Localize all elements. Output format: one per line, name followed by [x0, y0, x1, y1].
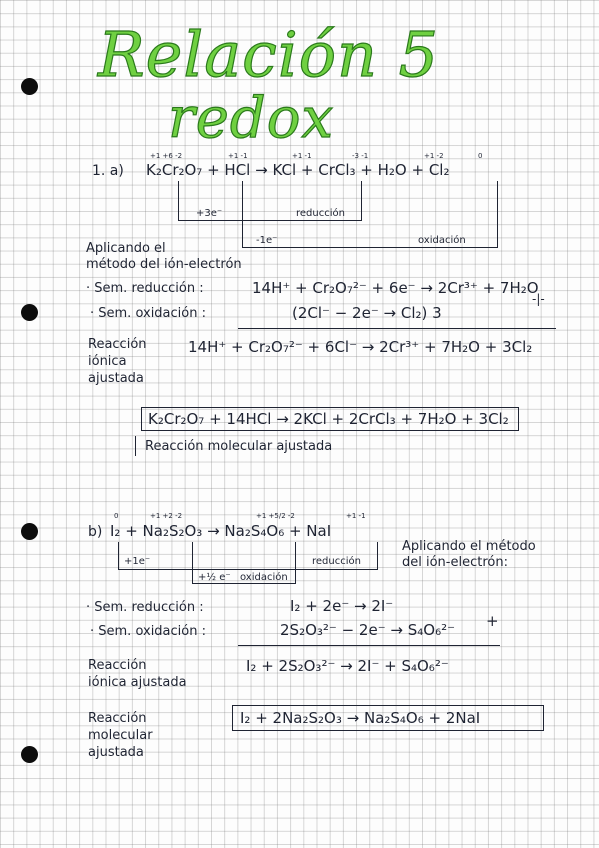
oxidation-numbers: +1 +5/2 -2 [256, 512, 295, 520]
ionic-reaction-label: Reacción [88, 337, 147, 352]
molecular-reaction-label: molecular [88, 728, 153, 743]
reaction-equation: K₂Cr₂O₇ + HCl → KCl + CrCl₃ + H₂O + Cl₂ [146, 161, 450, 179]
part-b-label: b) [88, 524, 103, 540]
semi-oxidation-equation: 2S₂O₃²⁻ − 2e⁻ → S₄O₆²⁻ [280, 621, 456, 639]
ionic-reaction-label: iónica [88, 354, 127, 369]
oxidation-numbers: +1 +6 -2 [150, 152, 183, 160]
sum-mark: -|- [532, 292, 545, 306]
molecular-equation: K₂Cr₂O₇ + 14HCl → 2KCl + 2CrCl₃ + 7H₂O + 3Cl₂ [148, 410, 509, 428]
oxidation-numbers: +1 -1 [292, 152, 312, 160]
oxidation-numbers: 0 [114, 512, 119, 520]
oxidation-numbers: +1 +2 -2 [150, 512, 183, 520]
bracket-line [295, 542, 296, 584]
part-a-label: 1. a) [92, 163, 124, 179]
molecular-reaction-label: Reacción [88, 711, 147, 726]
molecular-label: Reacción molecular ajustada [145, 439, 333, 454]
bracket-line [135, 436, 136, 456]
electron-gain: +3e⁻ [196, 208, 223, 219]
bracket-line [192, 583, 296, 584]
electron-loss: +½ e⁻ [198, 572, 231, 583]
semi-oxidation-label: · Sem. oxidación : [90, 306, 206, 321]
oxidation-numbers: -3 -1 [352, 152, 369, 160]
sum-line [238, 645, 500, 646]
title-line-2: redox [168, 86, 335, 151]
bracket-line [118, 569, 378, 570]
bracket-line [242, 247, 498, 248]
bracket-line [242, 181, 243, 248]
ionic-reaction-label: Reacción [88, 658, 147, 673]
molecular-equation: I₂ + 2Na₂S₂O₃ → Na₂S₄O₆ + 2NaI [240, 709, 481, 727]
binder-hole [21, 304, 38, 321]
electron-loss: -1e⁻ [256, 235, 278, 246]
ionic-reaction-label: iónica ajustada [88, 675, 187, 690]
semi-reduction-label: · Sem. reducción : [86, 281, 204, 296]
semi-oxidation-label: · Sem. oxidación : [90, 624, 206, 639]
sum-line [238, 328, 556, 329]
method-note: Aplicando el [86, 241, 166, 256]
bracket-line [361, 181, 362, 221]
bracket-line [497, 181, 498, 248]
bracket-line [178, 220, 362, 221]
oxidation-numbers: +1 -2 [424, 152, 444, 160]
molecular-reaction-label: ajustada [88, 745, 144, 760]
semi-reduction-equation: I₂ + 2e⁻ → 2I⁻ [290, 597, 394, 615]
bracket-line [118, 542, 119, 570]
ionic-equation: 14H⁺ + Cr₂O₇²⁻ + 6Cl⁻ → 2Cr³⁺ + 7H₂O + 3Cl₂ [188, 338, 533, 356]
bracket-line [178, 181, 179, 221]
binder-hole [21, 523, 38, 540]
binder-hole [21, 746, 38, 763]
semi-reduction-label: · Sem. reducción : [86, 600, 204, 615]
reduction-label: reducción [296, 208, 345, 219]
oxidation-label: oxidación [240, 572, 288, 583]
bracket-line [377, 542, 378, 570]
method-note: Aplicando el método [402, 539, 536, 554]
method-note: método del ión-electrón [86, 257, 242, 272]
oxidation-label: oxidación [418, 235, 466, 246]
sum-mark: + [486, 612, 499, 630]
bracket-line [192, 542, 193, 584]
ionic-reaction-label: ajustada [88, 371, 144, 386]
title-line-1: Relación 5 [98, 18, 440, 91]
reaction-equation: I₂ + Na₂S₂O₃ → Na₂S₄O₆ + NaI [110, 522, 332, 540]
binder-hole [21, 78, 38, 95]
oxidation-numbers: +1 -1 [228, 152, 248, 160]
reduction-label: reducción [312, 556, 361, 567]
electron-gain: +1e⁻ [124, 556, 151, 567]
ionic-equation: I₂ + 2S₂O₃²⁻ → 2I⁻ + S₄O₆²⁻ [246, 657, 449, 675]
oxidation-numbers: +1 -1 [346, 512, 366, 520]
method-note: del ión-electrón: [402, 555, 508, 570]
oxidation-numbers: 0 [478, 152, 483, 160]
semi-reduction-equation: 14H⁺ + Cr₂O₇²⁻ + 6e⁻ → 2Cr³⁺ + 7H₂O [252, 279, 539, 297]
semi-oxidation-equation: (2Cl⁻ − 2e⁻ → Cl₂) 3 [292, 304, 442, 322]
